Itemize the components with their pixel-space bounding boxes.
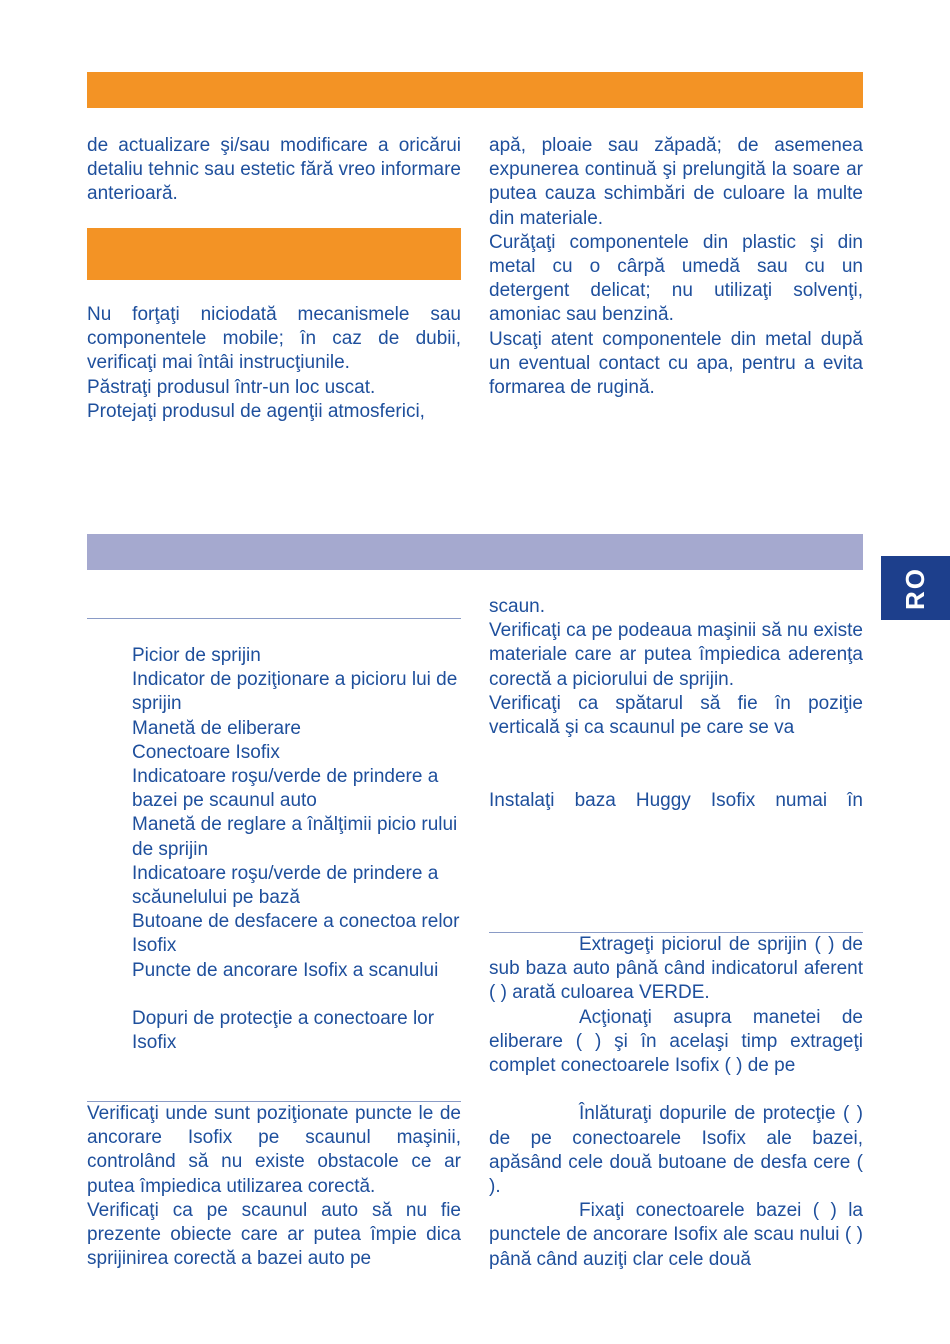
language-tab <box>881 556 950 620</box>
paragraph: Protejaţi produsul de agenţii atmosferici, <box>87 400 425 422</box>
warranty-text-column <box>87 134 461 207</box>
list-item: Indicatoare roşu/verde de prindere a bazei pe scaunul auto <box>132 766 439 812</box>
divider <box>87 618 461 619</box>
paragraph: Verificaţi ca spătarul să fie în poziţie verticală şi ca scaunul pe care se va <box>489 692 863 739</box>
paragraph: Verificaţi ca pe scaunul auto să nu fie prezente obiecte care ar putea împie dica sprijinirea corectă a bazei auto pe <box>87 1199 461 1270</box>
list-item: Conectoare Isofix <box>132 741 280 763</box>
steps-column <box>489 933 863 1272</box>
step-paragraph: Acţionaţi asupra manetei de eliberare ( ) şi în acelaşi timp extrageţi complet conectoarele Isofix ( ) de pe <box>489 1006 863 1077</box>
care-right-column <box>489 134 863 400</box>
section-header-bar-care <box>87 228 461 280</box>
paragraph: Curăţaţi componentele din plastic şi din metal cu o cârpă umedă sau cu un detergent delicat; nu utilizaţi solvenţi, amoniac sau benzină. <box>489 231 863 326</box>
checks-left-column <box>87 1102 461 1271</box>
list-item: Manetă de eliberare <box>132 717 301 739</box>
paragraph: Păstraţi produsul într-un loc uscat. <box>87 376 376 398</box>
install-note <box>489 789 863 813</box>
step-gap <box>489 1078 863 1102</box>
list-item: Picior de sprijin <box>132 645 261 666</box>
list-item: Indicatoare roşu/verde de prindere a scăunelului pe bază <box>132 862 439 909</box>
step-paragraph: Extrageţi piciorul de sprijin ( ) de sub baza auto până când indicatorul aferent ( ) arată culoarea VERDE. <box>489 934 863 1004</box>
checks-right-column <box>489 595 863 740</box>
list-item: Manetă de reglare a înălţimii picio rului de sprijin <box>132 814 458 860</box>
list-gap <box>132 983 462 1007</box>
paragraph: scaun. <box>489 596 545 617</box>
language-tab-label: RO <box>900 566 930 610</box>
paragraph: apă, ploaie sau zăpadă; de asemenea expunerea continuă şi prelungită la soare ar putea cauza schimbări de culoare la multe din materiale. <box>489 135 863 229</box>
list-item: Dopuri de protecţie a conectoare lor Isofix <box>132 1008 435 1054</box>
paragraph: Instalaţi baza Huggy Isofix numai în <box>489 790 863 811</box>
section-header-bar-warranty <box>87 72 863 108</box>
list-item: Puncte de ancorare Isofix a scanului <box>132 959 439 981</box>
paragraph: Nu forţaţi niciodată mecanismele sau componentele mobile; în caz de dubii, verificaţi mai întâi instrucţiunile. <box>87 304 461 374</box>
list-item: Butoane de desfacere a conectoa relor Isofix <box>132 911 460 957</box>
paragraph: de actualizare şi/sau modificare a oricărui detaliu tehnic sau estetic fără vreo informare anterioară. <box>87 135 461 205</box>
section-header-bar-installation <box>87 534 863 570</box>
step-paragraph: Înlăturaţi dopurile de protecţie ( ) de pe conectoarele Isofix ale bazei, apăsând cele două butoane de desfa cere ( ). <box>489 1103 863 1198</box>
paragraph: Uscaţi atent componentele din metal după un eventual contact cu apa, pentru a evita formarea de rugină. <box>489 328 863 399</box>
parts-list <box>132 644 462 1055</box>
care-left-column <box>87 303 461 424</box>
step-paragraph: Fixaţi conectoarele bazei ( ) la punctele de ancorare Isofix ale scau nului ( ) până când auziţi clar cele două <box>489 1200 863 1270</box>
paragraph: Verificaţi unde sunt poziţionate puncte le de ancorare Isofix pe scaunul maşinii, controlând să nu existe obstacole ce ar putea împiedica utilizarea corectă. <box>87 1103 461 1197</box>
paragraph: Verificaţi ca pe podeaua maşinii să nu existe materiale care ar putea împiedica aderenţa corectă a piciorului de sprijin. <box>489 620 863 690</box>
list-item: Indicator de poziţionare a picioru lui de sprijin <box>132 669 458 715</box>
